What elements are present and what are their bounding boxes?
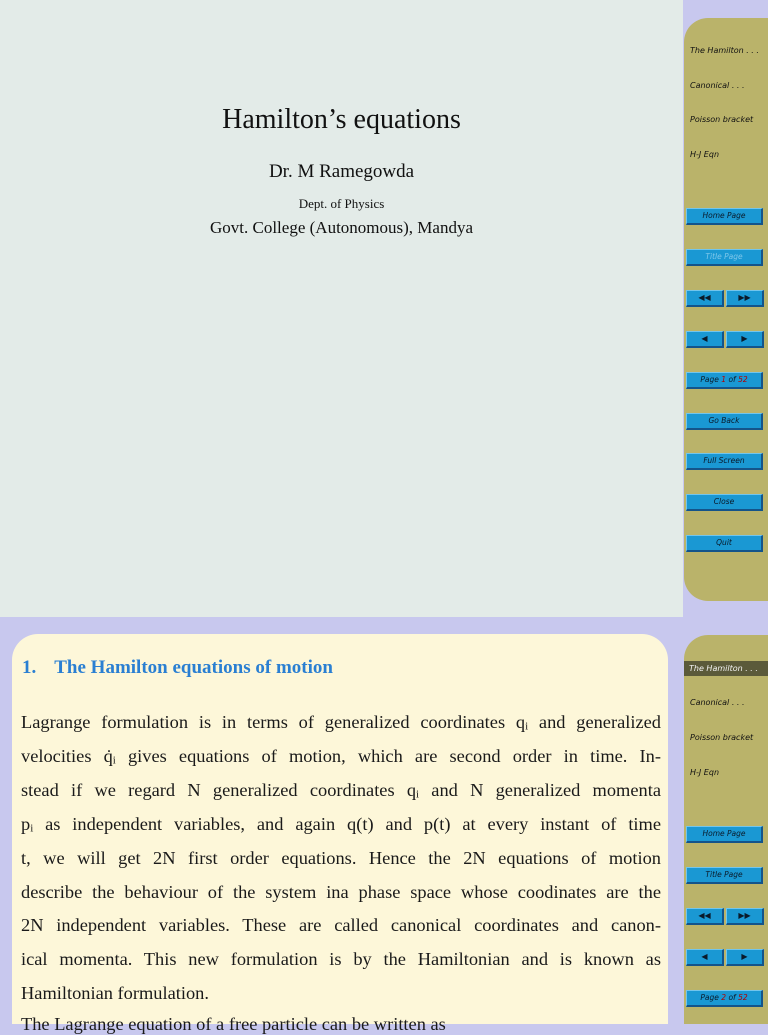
right-arrow-icon: ▶ <box>741 952 748 961</box>
double-right-arrow-icon: ▶▶ <box>738 911 751 920</box>
left-arrow-icon: ◀ <box>701 334 708 343</box>
paragraph-line: velocities q̇ᵢ gives equations of motion, which are second order in time. In- <box>21 745 661 766</box>
current-page-number: 2 <box>721 993 727 1002</box>
paragraph-line: describe the behaviour of the system ina phase space whose coodinates are the <box>21 881 661 902</box>
paragraph-line: Lagrange formulation is in terms of generalized coordinates qᵢ and generalized <box>21 712 661 732</box>
total-pages: 52 <box>738 993 748 1002</box>
home-page-button[interactable]: Home Page <box>686 208 763 225</box>
previous-page-button[interactable] <box>686 331 724 348</box>
presentation-title: Hamilton’s equations <box>222 104 461 135</box>
nav-section-hj[interactable]: H-J Eqn <box>690 768 720 777</box>
nav-section-canonical[interactable]: Canonical . . . <box>690 81 745 90</box>
current-page-number: 1 <box>721 375 727 384</box>
body-paragraph <box>21 706 661 1011</box>
double-left-arrow-icon: ◀◀ <box>698 911 711 920</box>
right-arrow-icon: ▶ <box>741 334 748 343</box>
first-page-button[interactable] <box>686 290 724 307</box>
section-number: 1. <box>22 657 37 678</box>
paragraph-line: Hamiltonian formulation. <box>21 983 209 1004</box>
next-page-button[interactable] <box>726 331 764 348</box>
section-heading <box>22 657 333 679</box>
home-page-button[interactable]: Home Page <box>686 826 763 843</box>
double-right-arrow-icon: ▶▶ <box>738 293 751 302</box>
paragraph-line: 2N independent variables. These are called canonical coordinates and canon- <box>21 915 661 936</box>
nav-section-canonical[interactable]: Canonical . . . <box>690 698 745 707</box>
last-page-button[interactable] <box>726 290 764 307</box>
navigation-panel <box>684 18 768 601</box>
title-page-button[interactable]: Title Page <box>686 867 763 884</box>
total-pages: 52 <box>738 375 748 384</box>
nav-section-hamilton-active[interactable]: The Hamilton . . . <box>684 661 768 676</box>
go-back-button[interactable]: Go Back <box>686 413 763 430</box>
nav-section-hamilton[interactable]: The Hamilton . . . <box>690 46 759 55</box>
first-page-button[interactable] <box>686 908 724 925</box>
nav-section-poisson[interactable]: Poisson bracket <box>690 733 754 742</box>
paragraph-line: ical momenta. This new formulation is by the Hamiltonian and is known as <box>21 949 661 970</box>
title-page-button[interactable]: Title Page <box>686 249 763 266</box>
department-name: Dept. of Physics <box>298 196 385 211</box>
left-arrow-icon: ◀ <box>701 952 708 961</box>
paragraph-line: t, we will get 2N first order equations. Hence the 2N equations of motion <box>21 847 661 868</box>
last-page-button[interactable] <box>726 908 764 925</box>
college-name: Govt. College (Autonomous), Mandya <box>210 218 473 237</box>
paragraph-line: pᵢ as independent variables, and again q(t) and p(t) at every instant of time <box>21 813 661 834</box>
section-title: The Hamilton equations of motion <box>54 657 333 678</box>
double-left-arrow-icon: ◀◀ <box>698 293 711 302</box>
next-page-button[interactable] <box>726 949 764 966</box>
author-name: Dr. M Ramegowda <box>268 161 415 182</box>
page-indicator[interactable]: Page 2 of 52 <box>686 990 763 1007</box>
nav-section-hj[interactable]: H-J Eqn <box>690 150 720 159</box>
close-button[interactable]: Close <box>686 494 763 511</box>
page-indicator[interactable]: Page 1 of 52 <box>686 372 763 389</box>
full-screen-button[interactable]: Full Screen <box>686 453 763 470</box>
quit-button[interactable]: Quit <box>686 535 763 552</box>
nav-section-poisson[interactable]: Poisson bracket <box>690 115 754 124</box>
paragraph-line: stead if we regard N generalized coordinates qᵢ and N generalized momenta <box>21 779 661 800</box>
previous-page-button[interactable] <box>686 949 724 966</box>
next-paragraph-line: The Lagrange equation of a free particle can be written as <box>21 1014 446 1034</box>
